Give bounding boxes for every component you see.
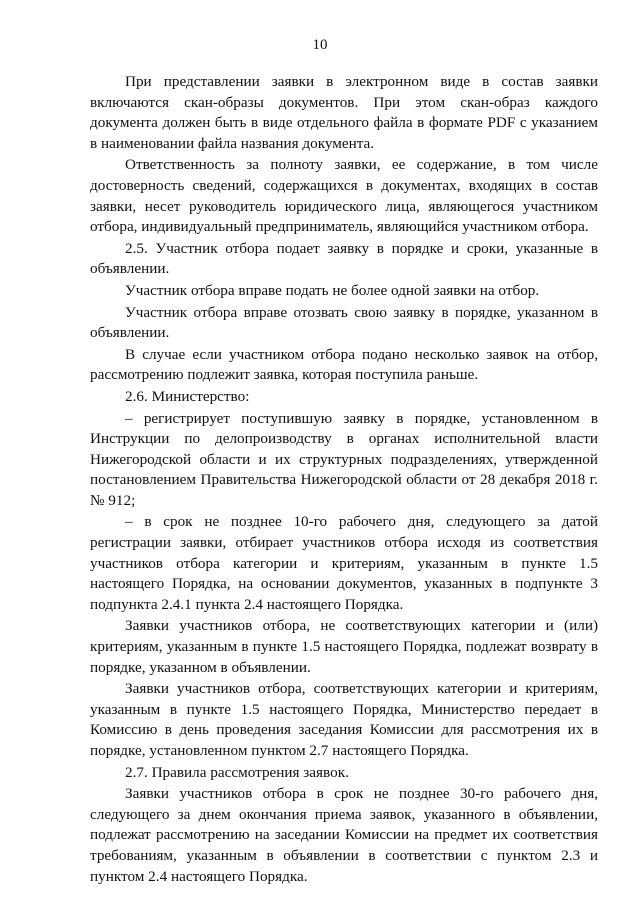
paragraph-multiple-applications: В случае если участником отбора подано несколько заявок на отбор, рассмотрению подлежит заявка, которая поступила раньше. [90, 345, 598, 384]
paragraph-2-7: 2.7. Правила рассмотрения заявок. [125, 763, 349, 781]
list-item-registers: – регистрирует поступившую заявку в порядке, установленном в Инструкции по делопроизводству в органах исполнительной власти Нижегородской области и их структурных подразделениях, утвержденной постановлением Правительства Нижегородской области от 28 декабря 2018 г. № 912; [90, 409, 598, 509]
paragraph-compliant-transferred: Заявки участников отбора, соответствующих категории и критериям, указанным в пункте 1.5 настоящего Порядка, Министерство передает в Комиссию в день проведения заседания Комиссии для рассмотрения их в порядке, установленном пунктом 2.7 настоящего Порядка. [90, 680, 598, 759]
paragraph-2-5: 2.5. Участник отбора подает заявку в порядке и сроки, указанные в объявлении. [90, 239, 598, 278]
paragraph-noncompliant-returned: Заявки участников отбора, не соответствующих категории и (или) критериям, указанным в пункте 1.5 настоящего Порядка, подлежат возврату в порядке, указанном в объявлении. [90, 617, 598, 676]
paragraph-responsibility: Ответственность за полноту заявки, ее содержание, в том числе достоверность сведений, содержащихся в документах, входящих в состав заявки, несет руководитель юридического лица, являющегося участником отбора, индивидуальный предприниматель, являющийся участником отбора. [90, 156, 598, 236]
paragraph-withdraw: Участник отбора вправе отозвать свою заявку в порядке, указанном в объявлении. [90, 303, 598, 342]
document-body [90, 72, 598, 887]
paragraph-electronic-submission: При представлении заявки в электронном виде в состав заявки включаются скан-образы документов. При этом скан-образ каждого документа должен быть в виде отдельного файла в формате PDF с указанием в наименовании файла названия документа. [90, 73, 598, 152]
paragraph-2-6: 2.6. Министерство: [125, 387, 250, 405]
paragraph-one-application: Участник отбора вправе подать не более одной заявки на отбор. [125, 281, 540, 299]
paragraph-review-deadline: Заявки участников отбора в срок не позднее 30-го рабочего дня, следующего за днем окончания приема заявок, указанного в объявлении, подлежат рассмотрению на заседании Комиссии на предмет их соответствия требованиям, указанным в объявлении в соответствии с пунктом 2.3 и пунктом 2.4 настоящего Порядка. [90, 785, 598, 885]
list-item-selects: – в срок не позднее 10-го рабочего дня, следующего за датой регистрации заявки, отбирает участников отбора исходя из соответствия участников отбора категории и критериям, указанным в пункте 1.5 настоящего Порядка, на основании документов, указанных в подпункте 3 подпункта 2.4.1 пункта 2.4 настоящего Порядка. [90, 513, 598, 613]
page-number: 10 [312, 37, 328, 53]
